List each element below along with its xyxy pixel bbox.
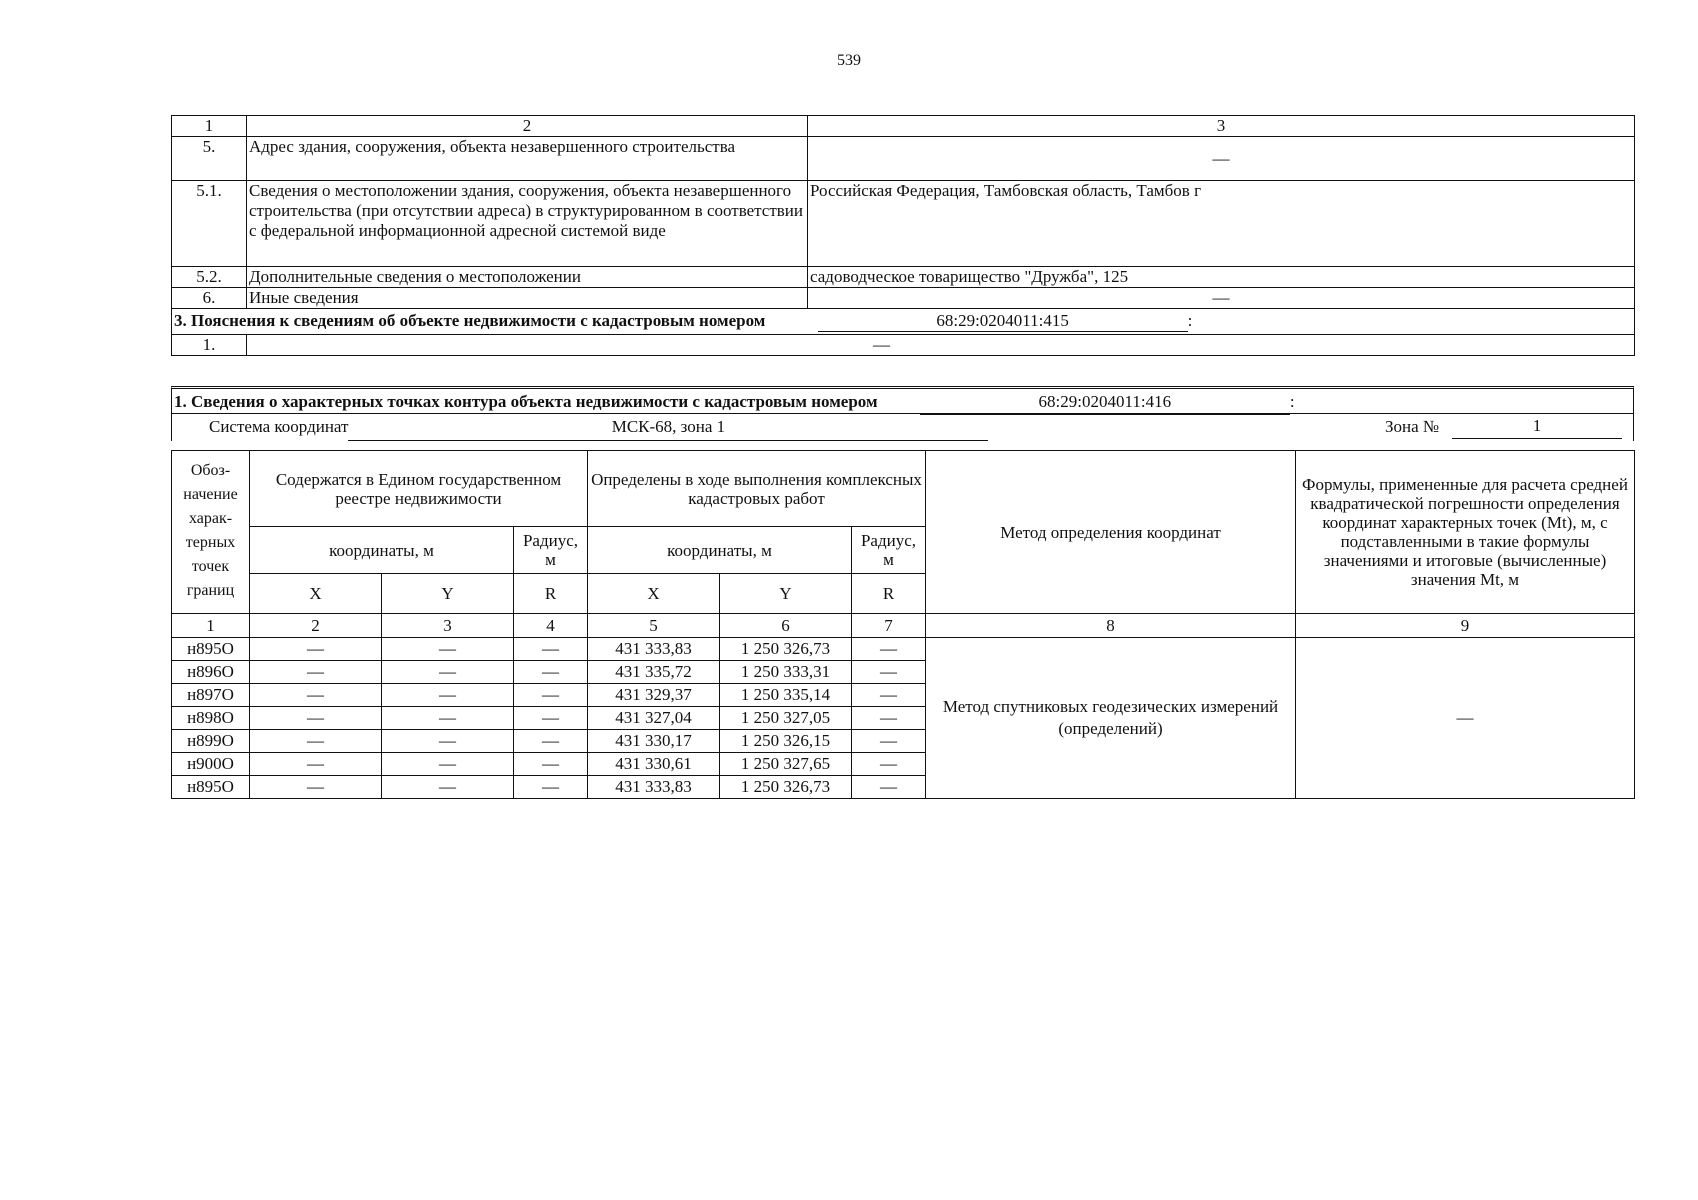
row-number: 6. — [172, 288, 247, 309]
points-colon: : — [1289, 392, 1295, 411]
kkr-r: — — [852, 638, 926, 661]
egrn-header: Содержатся в Едином государственном реестре недвижимости — [250, 451, 588, 527]
kkr-x: 431 327,04 — [588, 707, 720, 730]
egrn-r: — — [514, 707, 588, 730]
method-header: Метод определения координат — [926, 451, 1296, 614]
kkr-x: 431 329,37 — [588, 684, 720, 707]
egrn-y: — — [382, 638, 514, 661]
table-row — [172, 288, 1635, 309]
table-row — [172, 137, 1635, 181]
kkr-radius-header: Радиус, м — [852, 527, 926, 574]
section3-title: 3. Пояснения к сведениям об объекте недвижимости с кадастровым номером — [174, 311, 766, 330]
zone-label: Зона № — [1385, 417, 1440, 436]
point-name: н900О — [172, 753, 250, 776]
point-name: н895О — [172, 776, 250, 799]
column-number: 8 — [926, 614, 1296, 638]
column-number-row — [172, 116, 1635, 137]
egrn-r: — — [514, 661, 588, 684]
row-value: — — [808, 288, 1635, 309]
egrn-x-header: X — [250, 574, 382, 614]
column-number: 3 — [808, 116, 1635, 137]
kkr-r: — — [852, 753, 926, 776]
kkr-y-header: Y — [720, 574, 852, 614]
column-number: 6 — [720, 614, 852, 638]
points-cadastral-number: 68:29:0204011:416 — [920, 389, 1290, 415]
egrn-r-header: R — [514, 574, 588, 614]
zone-value: 1 — [1452, 414, 1622, 439]
kkr-x: 431 335,72 — [588, 661, 720, 684]
egrn-y: — — [382, 753, 514, 776]
points-table — [171, 450, 1635, 799]
row-label: Дополнительные сведения о местоположении — [247, 267, 808, 288]
column-number: 7 — [852, 614, 926, 638]
row-label: Иные сведения — [247, 288, 808, 309]
column-number: 5 — [588, 614, 720, 638]
egrn-x: — — [250, 730, 382, 753]
row-value: садоводческое товарищество "Дружба", 125 — [808, 267, 1635, 288]
coord-system-row — [171, 413, 1634, 441]
row-number: 5.2. — [172, 267, 247, 288]
row-label: Адрес здания, сооружения, объекта незавершенного строительства — [247, 137, 808, 181]
column-number: 9 — [1296, 614, 1635, 638]
egrn-y: — — [382, 684, 514, 707]
kkr-r: — — [852, 730, 926, 753]
kkr-r: — — [852, 684, 926, 707]
coord-system-label: Система координат — [209, 417, 349, 436]
egrn-y: — — [382, 776, 514, 799]
egrn-x: — — [250, 638, 382, 661]
row-number: 5.1. — [172, 181, 247, 267]
column-number-row — [172, 614, 1635, 638]
coord-system-value: МСК-68, зона 1 — [348, 414, 988, 441]
kkr-y: 1 250 335,14 — [720, 684, 852, 707]
row-value: — — [808, 137, 1635, 181]
table-row — [172, 267, 1635, 288]
point-name: н895О — [172, 638, 250, 661]
section3-cadastral-number: 68:29:0204011:415 — [818, 311, 1188, 332]
kkr-y: 1 250 327,65 — [720, 753, 852, 776]
egrn-r: — — [514, 638, 588, 661]
egrn-y: — — [382, 661, 514, 684]
kkr-x: 431 333,83 — [588, 776, 720, 799]
row-number: 1. — [172, 335, 247, 356]
object-info-table — [171, 115, 1635, 356]
egrn-y: — — [382, 730, 514, 753]
kkr-r: — — [852, 776, 926, 799]
egrn-r: — — [514, 684, 588, 707]
designation-header: Обоз- начение харак- терных точек границ — [172, 451, 250, 614]
egrn-y: — — [382, 707, 514, 730]
kkr-coords-header: координаты, м — [588, 527, 852, 574]
column-number: 3 — [382, 614, 514, 638]
method-value: Метод спутниковых геодезических измерений (определений) — [926, 638, 1296, 799]
kkr-r: — — [852, 661, 926, 684]
kkr-r-header: R — [852, 574, 926, 614]
row-value: — — [247, 335, 1635, 356]
table-row — [172, 638, 1635, 661]
kkr-x: 431 330,61 — [588, 753, 720, 776]
table-row — [172, 181, 1635, 267]
row-number: 5. — [172, 137, 247, 181]
points-section-title: 1. Сведения о характерных точках контура объекта недвижимости с кадастровым номером — [174, 392, 878, 411]
egrn-coords-header: координаты, м — [250, 527, 514, 574]
egrn-x: — — [250, 707, 382, 730]
egrn-y-header: Y — [382, 574, 514, 614]
section3-row — [172, 335, 1635, 356]
egrn-radius-header: Радиус, м — [514, 527, 588, 574]
kkr-x-header: X — [588, 574, 720, 614]
kkr-y: 1 250 326,73 — [720, 638, 852, 661]
point-name: н898О — [172, 707, 250, 730]
page-number: 539 — [837, 52, 861, 69]
kkr-y: 1 250 333,31 — [720, 661, 852, 684]
points-section-header — [171, 386, 1634, 413]
column-number: 1 — [172, 614, 250, 638]
column-number: 2 — [247, 116, 808, 137]
egrn-r: — — [514, 730, 588, 753]
egrn-x: — — [250, 684, 382, 707]
formulas-header: Формулы, примененные для расчета средней квадратической погрешности определения координат характерных точек (Mt), м, с подставленными в такие формулы значениями и итоговые (вычисленные) значения Mt, м — [1296, 451, 1635, 614]
point-name: н899О — [172, 730, 250, 753]
kkr-header: Определены в ходе выполнения комплексных кадастровых работ — [588, 451, 926, 527]
column-number: 4 — [514, 614, 588, 638]
egrn-x: — — [250, 753, 382, 776]
kkr-x: 431 330,17 — [588, 730, 720, 753]
formulas-value: — — [1296, 638, 1635, 799]
row-label: Сведения о местоположении здания, сооружения, объекта незавершенного строительства (при отсутствии адреса) в структурированном в соответствии с федеральной информационной адресной системой виде — [247, 181, 808, 267]
section3-header-row — [172, 309, 1635, 335]
section3-header — [172, 309, 1635, 335]
kkr-y: 1 250 327,05 — [720, 707, 852, 730]
egrn-x: — — [250, 776, 382, 799]
row-value: Российская Федерация, Тамбовская область, Тамбов г — [808, 181, 1635, 267]
kkr-y: 1 250 326,73 — [720, 776, 852, 799]
column-number: 2 — [250, 614, 382, 638]
point-name: н897О — [172, 684, 250, 707]
column-number: 1 — [172, 116, 247, 137]
egrn-r: — — [514, 753, 588, 776]
kkr-x: 431 333,83 — [588, 638, 720, 661]
point-name: н896О — [172, 661, 250, 684]
section3-colon: : — [1187, 311, 1193, 330]
egrn-r: — — [514, 776, 588, 799]
kkr-y: 1 250 326,15 — [720, 730, 852, 753]
kkr-r: — — [852, 707, 926, 730]
egrn-x: — — [250, 661, 382, 684]
